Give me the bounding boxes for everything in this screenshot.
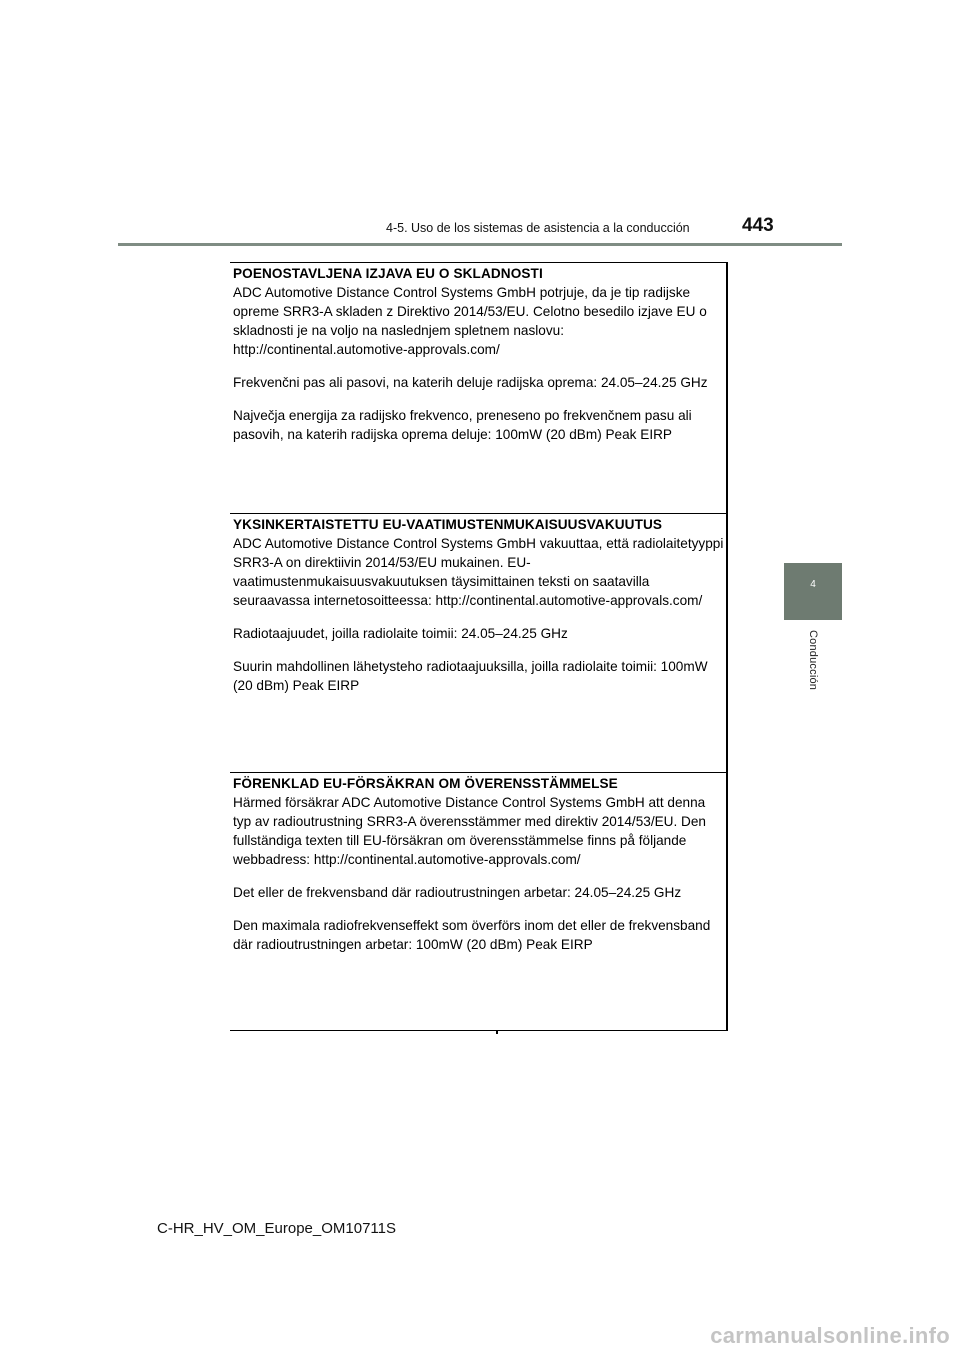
declaration-box-finnish <box>230 513 728 772</box>
declaration-title: FÖRENKLAD EU-FÖRSÄKRAN OM ÖVERENSSTÄMMELSE <box>233 776 618 791</box>
chapter-number: 4 <box>810 579 816 590</box>
declaration-box-slovenian <box>230 262 728 513</box>
document-code: C-HR_HV_OM_Europe_OM10711S <box>157 1220 396 1237</box>
declaration-paragraph: Det eller de frekvensband där radioutrustningen arbetar: 24.05–24.25 GHz <box>233 885 682 900</box>
declaration-title: POENOSTAVLJENA IZJAVA EU O SKLADNOSTI <box>233 266 543 281</box>
declaration-paragraph: ADC Automotive Distance Control Systems GmbH vakuuttaa, että radiolaitetyyppi SRR3-A on direktiivin 2014/53/EU mukainen. EU-vaatimustenmukaisuusvakuutuksen täysimittainen teksti on saatavilla seuraavassa internetosoitteessa: http://continental.automotive-approvals.com/ <box>233 536 724 608</box>
declaration-paragraph: Največja energija za radijsko frekvenco, preneseno po frekvenčnem pasu ali pasovih, na katerih radijska oprema deluje: 100mW (20 dBm) Peak EIRP <box>233 408 692 442</box>
declaration-paragraph: ADC Automotive Distance Control Systems GmbH potrjuje, da je tip radijske opreme SRR3-A skladen z Direktivo 2014/53/EU. Celotno besedilo izjave EU o skladnosti je na voljo na naslednjem spletnem naslovu: http://continental.automotive-approvals.com/ <box>233 285 707 357</box>
declaration-title: YKSINKERTAISTETTU EU-VAATIMUSTENMUKAISUUSVAKUUTUS <box>233 517 663 532</box>
scan-mark <box>496 1031 498 1034</box>
header-rule <box>118 243 842 246</box>
page-number: 443 <box>742 215 774 236</box>
chapter-tab <box>784 563 842 620</box>
chapter-label: Conducción <box>807 630 819 691</box>
declaration-paragraph: Härmed försäkrar ADC Automotive Distance Control Systems GmbH att denna typ av radioutrustning SRR3-A överensstämmer med direktiv 2014/53/EU. Den fullständiga texten till EU-försäkran om överensstämmelse finns på följande webbadress: http://continental.automotive-approvals.com/ <box>233 795 706 867</box>
watermark: carmanualsonline.info <box>710 1323 950 1348</box>
declaration-paragraph: Suurin mahdollinen lähetysteho radiotaajuuksilla, joilla radiolaite toimii: 100mW (20 dBm) Peak EIRP <box>233 659 708 693</box>
declaration-box-swedish <box>230 772 728 1031</box>
declaration-paragraph: Radiotaajuudet, joilla radiolaite toimii: 24.05–24.25 GHz <box>233 626 568 641</box>
section-heading: 4-5. Uso de los sistemas de asistencia a la conducción <box>386 221 690 235</box>
declaration-paragraph: Frekvenčni pas ali pasovi, na katerih deluje radijska oprema: 24.05–24.25 GHz <box>233 375 708 390</box>
declaration-paragraph: Den maximala radiofrekvenseffekt som överförs inom det eller de frekvensband där radioutrustningen arbetar: 100mW (20 dBm) Peak EIRP <box>233 918 711 952</box>
